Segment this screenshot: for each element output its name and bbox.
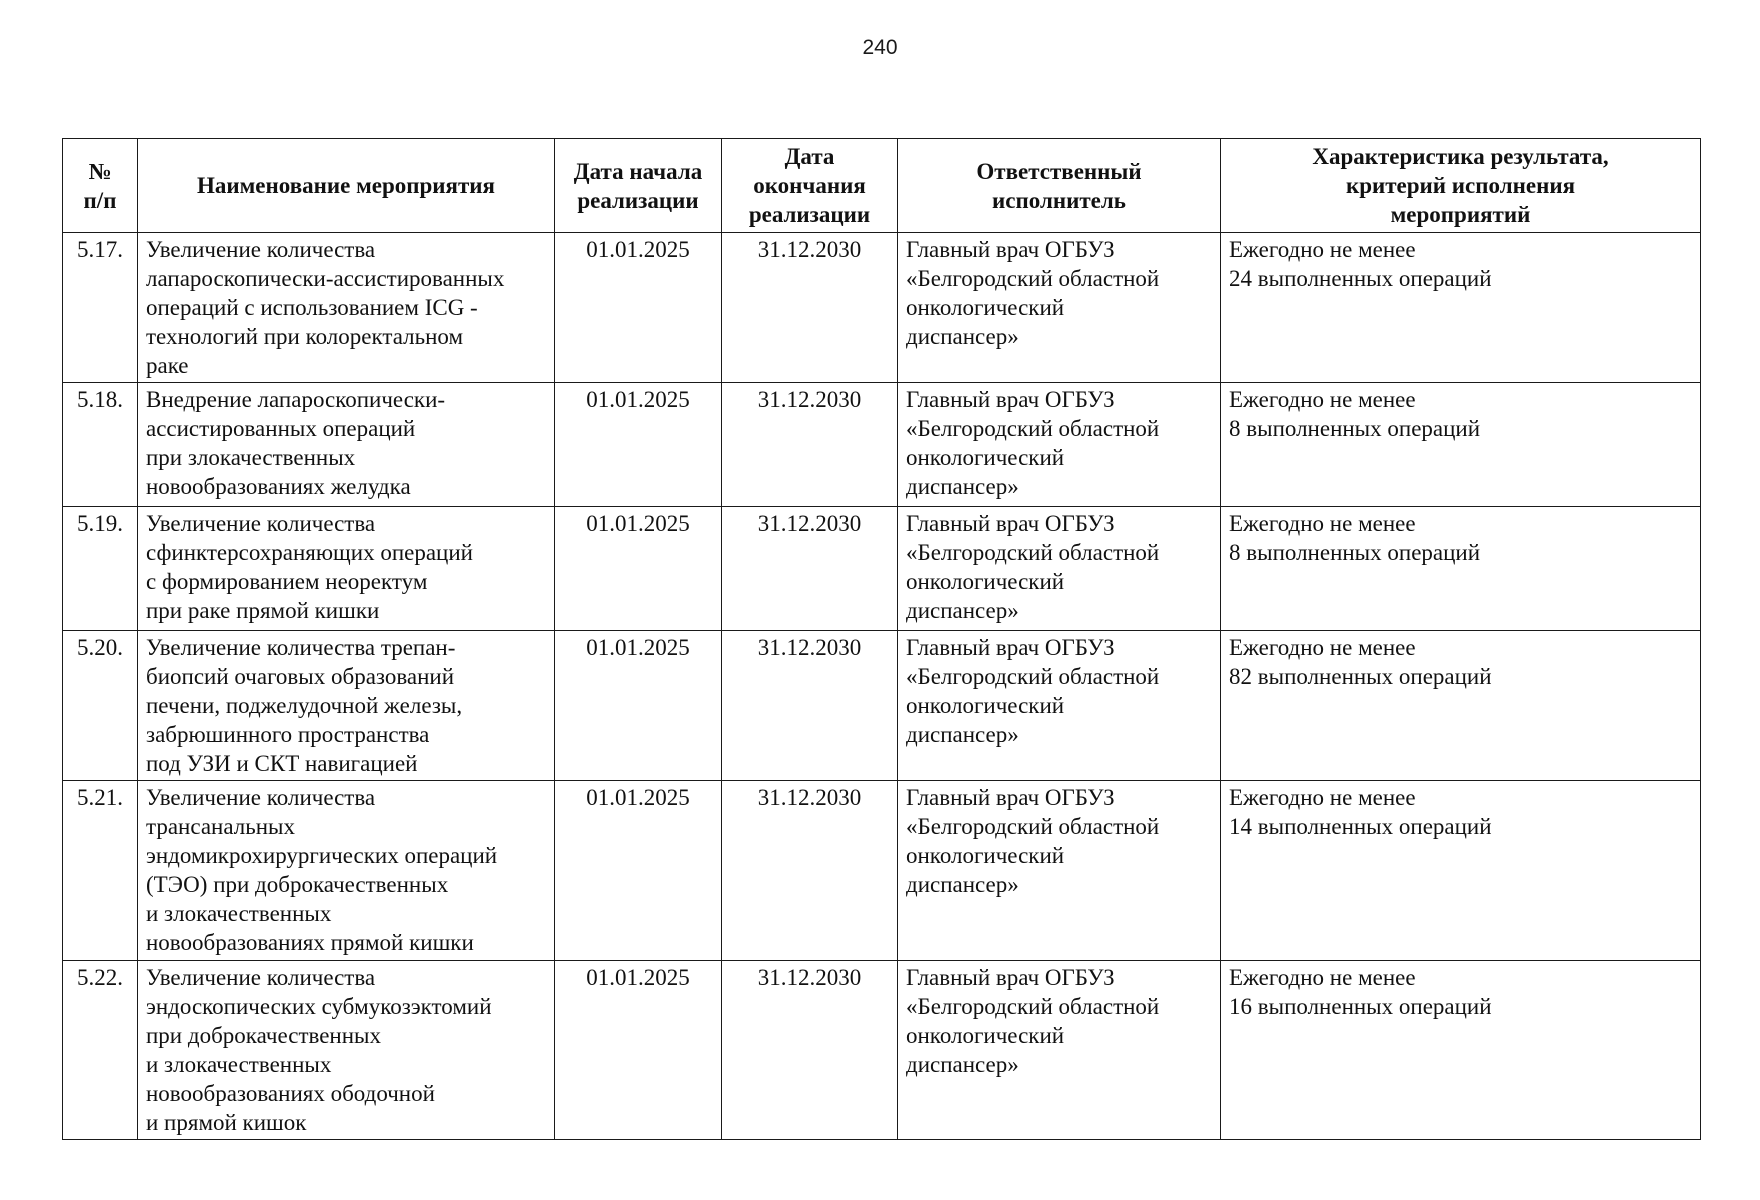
row-start-date: 01.01.2025 (555, 961, 722, 1140)
table-row (63, 233, 1701, 383)
header-result: Характеристика результата, критерий исполнения мероприятий (1221, 139, 1701, 233)
row-end-date: 31.12.2030 (722, 507, 898, 631)
page-number: 240 (862, 36, 898, 59)
table-row (63, 631, 1701, 781)
row-name: Увеличение количества эндоскопических субмукозэктомий при доброкачественных и злокачественных новообразованиях ободочной и прямой кишок (138, 961, 555, 1140)
row-start-date: 01.01.2025 (555, 781, 722, 961)
header-name: Наименование мероприятия (138, 139, 555, 233)
header-start-date: Дата начала реализации (555, 139, 722, 233)
row-name: Увеличение количества трепан- биопсий очаговых образований печени, поджелудочной железы, забрюшинного пространства под УЗИ и СКТ навигацией (138, 631, 555, 781)
table-row (63, 507, 1701, 631)
measures-table (62, 138, 1701, 1140)
row-result: Ежегодно не менее 8 выполненных операций (1221, 507, 1701, 631)
row-executor: Главный врач ОГБУЗ «Белгородский областной онкологический диспансер» (898, 233, 1221, 383)
row-end-date: 31.12.2030 (722, 781, 898, 961)
row-result: Ежегодно не менее 24 выполненных операций (1221, 233, 1701, 383)
row-executor: Главный врач ОГБУЗ «Белгородский областной онкологический диспансер» (898, 781, 1221, 961)
row-executor: Главный врач ОГБУЗ «Белгородский областной онкологический диспансер» (898, 383, 1221, 507)
row-result: Ежегодно не менее 82 выполненных операций (1221, 631, 1701, 781)
row-name: Увеличение количества трансанальных эндомикрохирургических операций (ТЭО) при доброкачественных и злокачественных новообразованиях прямой кишки (138, 781, 555, 961)
row-num: 5.21. (63, 781, 138, 961)
header-executor: Ответственный исполнитель (898, 139, 1221, 233)
row-end-date: 31.12.2030 (722, 233, 898, 383)
row-end-date: 31.12.2030 (722, 961, 898, 1140)
row-end-date: 31.12.2030 (722, 631, 898, 781)
header-num: № п/п (63, 139, 138, 233)
row-end-date: 31.12.2030 (722, 383, 898, 507)
table-header-row (63, 139, 1701, 233)
row-result: Ежегодно не менее 14 выполненных операций (1221, 781, 1701, 961)
table-row (63, 383, 1701, 507)
row-start-date: 01.01.2025 (555, 233, 722, 383)
table-row (63, 781, 1701, 961)
row-num: 5.19. (63, 507, 138, 631)
row-executor: Главный врач ОГБУЗ «Белгородский областной онкологический диспансер» (898, 961, 1221, 1140)
row-num: 5.22. (63, 961, 138, 1140)
row-start-date: 01.01.2025 (555, 507, 722, 631)
row-result: Ежегодно не менее 8 выполненных операций (1221, 383, 1701, 507)
row-start-date: 01.01.2025 (555, 383, 722, 507)
row-executor: Главный врач ОГБУЗ «Белгородский областной онкологический диспансер» (898, 631, 1221, 781)
row-name: Внедрение лапароскопически- ассистированных операций при злокачественных новообразованиях желудка (138, 383, 555, 507)
row-name: Увеличение количества сфинктерсохраняющих операций с формированием неоректум при раке прямой кишки (138, 507, 555, 631)
row-result: Ежегодно не менее 16 выполненных операций (1221, 961, 1701, 1140)
row-start-date: 01.01.2025 (555, 631, 722, 781)
row-num: 5.18. (63, 383, 138, 507)
row-executor: Главный врач ОГБУЗ «Белгородский областной онкологический диспансер» (898, 507, 1221, 631)
header-end-date: Дата окончания реализации (722, 139, 898, 233)
table-row (63, 961, 1701, 1140)
row-num: 5.17. (63, 233, 138, 383)
row-name: Увеличение количества лапароскопически-ассистированных операций с использованием ICG - технологий при колоректальном раке (138, 233, 555, 383)
row-num: 5.20. (63, 631, 138, 781)
